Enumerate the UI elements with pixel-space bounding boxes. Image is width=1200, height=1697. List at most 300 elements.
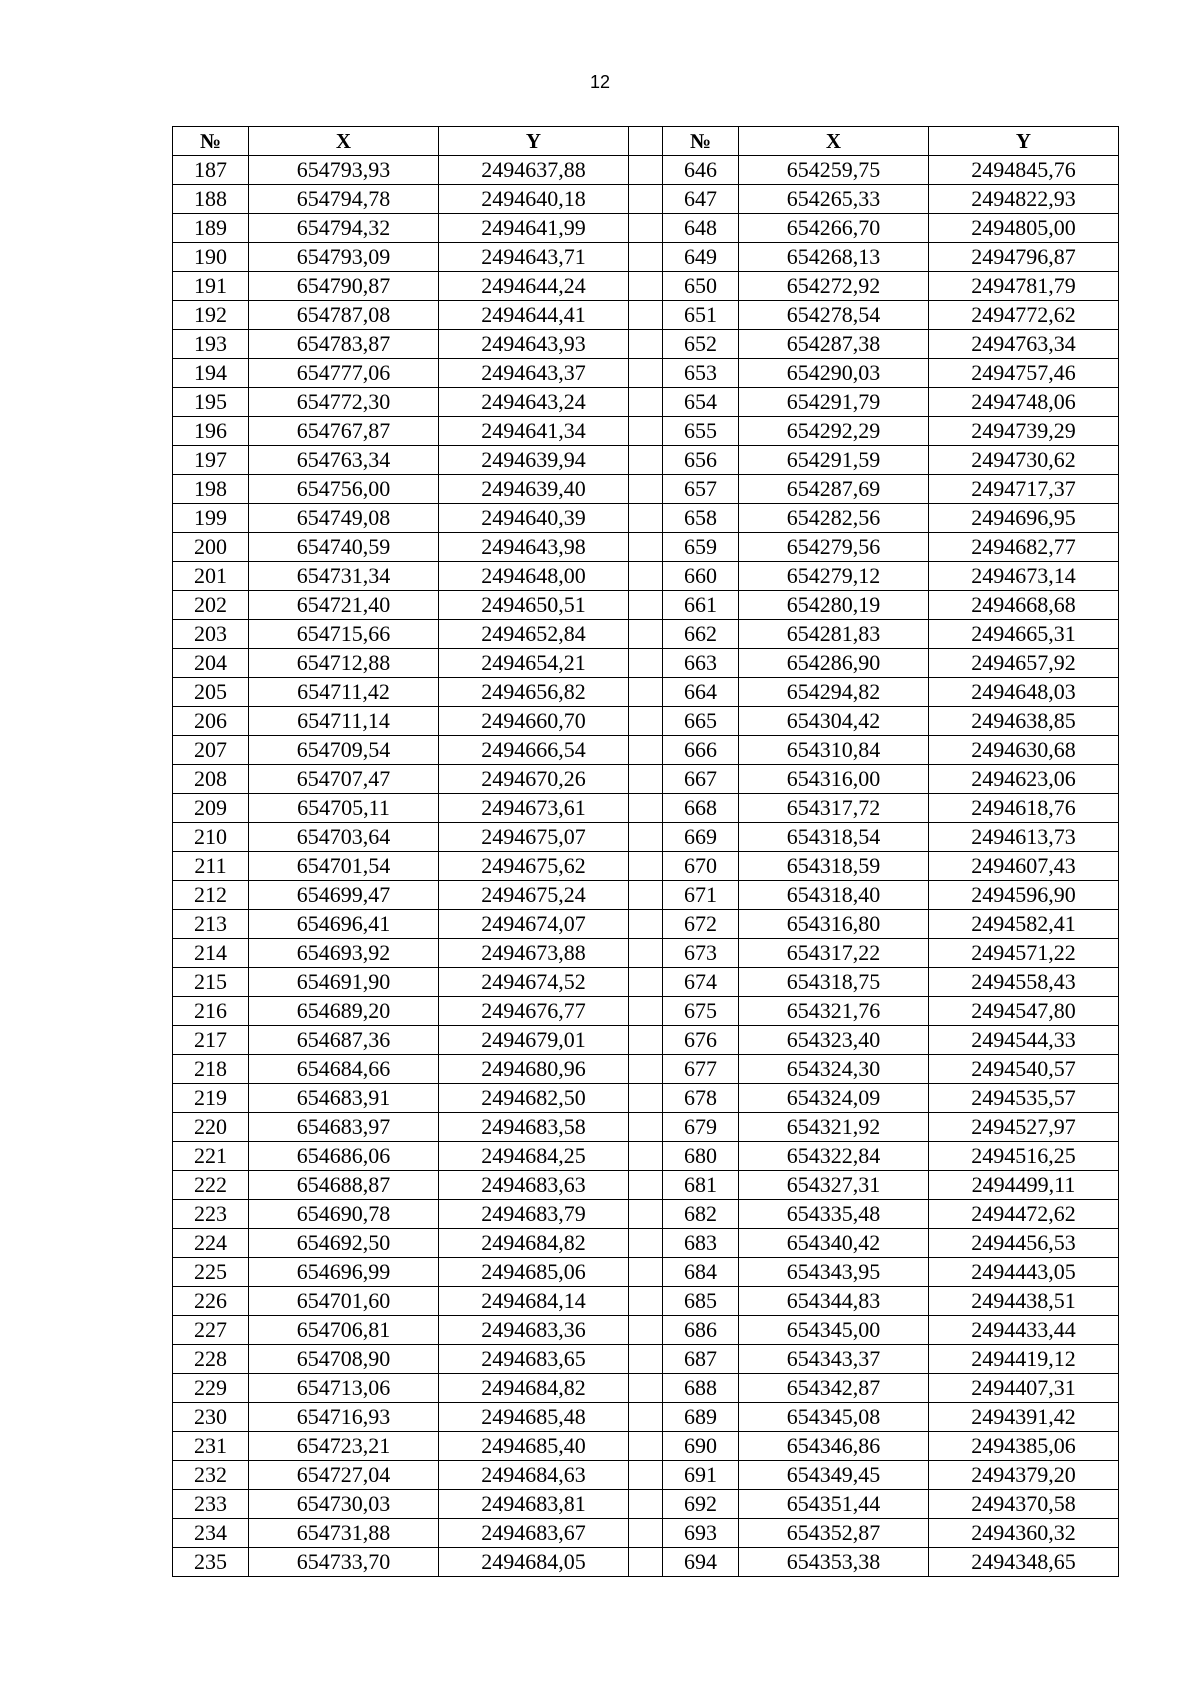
x-right-cell: 654343,37 [739, 1345, 929, 1374]
y-left-cell: 2494666,54 [439, 736, 629, 765]
point-number-right-cell: 668 [663, 794, 739, 823]
table-row [173, 881, 1119, 910]
table-row [173, 1374, 1119, 1403]
x-right-cell: 654291,79 [739, 388, 929, 417]
table-row [173, 707, 1119, 736]
x-right-cell: 654324,30 [739, 1055, 929, 1084]
x-left-cell: 654783,87 [249, 330, 439, 359]
point-number-right-cell: 673 [663, 939, 739, 968]
point-number-right-cell: 659 [663, 533, 739, 562]
column-gap [629, 1200, 663, 1229]
y-left-cell: 2494674,07 [439, 910, 629, 939]
x-right-cell: 654290,03 [739, 359, 929, 388]
point-number-left-cell: 190 [173, 243, 249, 272]
column-gap [629, 1490, 663, 1519]
y-left-cell: 2494683,79 [439, 1200, 629, 1229]
y-left-cell: 2494685,06 [439, 1258, 629, 1287]
y-right-cell: 2494739,29 [929, 417, 1119, 446]
table-row [173, 446, 1119, 475]
column-gap [629, 1519, 663, 1548]
column-gap [629, 243, 663, 272]
point-number-right-cell: 652 [663, 330, 739, 359]
x-right-cell: 654323,40 [739, 1026, 929, 1055]
point-number-left-cell: 232 [173, 1461, 249, 1490]
y-right-cell: 2494796,87 [929, 243, 1119, 272]
column-gap [629, 446, 663, 475]
y-right-cell: 2494516,25 [929, 1142, 1119, 1171]
x-right-cell: 654321,92 [739, 1113, 929, 1142]
y-left-cell: 2494660,70 [439, 707, 629, 736]
y-left-cell: 2494637,88 [439, 156, 629, 185]
y-left-cell: 2494648,00 [439, 562, 629, 591]
point-number-left-cell: 211 [173, 852, 249, 881]
point-number-right-cell: 653 [663, 359, 739, 388]
point-number-right-cell: 694 [663, 1548, 739, 1577]
point-number-left-cell: 226 [173, 1287, 249, 1316]
x-right-cell: 654304,42 [739, 707, 929, 736]
y-right-cell: 2494499,11 [929, 1171, 1119, 1200]
x-left-cell: 654794,32 [249, 214, 439, 243]
y-right-cell: 2494540,57 [929, 1055, 1119, 1084]
x-right-cell: 654318,75 [739, 968, 929, 997]
table-row [173, 1171, 1119, 1200]
table-row [173, 359, 1119, 388]
y-left-cell: 2494684,82 [439, 1229, 629, 1258]
x-right-cell: 654294,82 [739, 678, 929, 707]
column-gap [629, 794, 663, 823]
column-gap [629, 1403, 663, 1432]
y-left-cell: 2494683,67 [439, 1519, 629, 1548]
point-number-left-cell: 230 [173, 1403, 249, 1432]
point-number-left-cell: 219 [173, 1084, 249, 1113]
x-left-cell: 654712,88 [249, 649, 439, 678]
x-right-cell: 654343,95 [739, 1258, 929, 1287]
point-number-left-cell: 225 [173, 1258, 249, 1287]
table-row [173, 185, 1119, 214]
column-gap [629, 997, 663, 1026]
y-right-cell: 2494772,62 [929, 301, 1119, 330]
column-gap [629, 939, 663, 968]
point-number-right-cell: 660 [663, 562, 739, 591]
point-number-left-cell: 196 [173, 417, 249, 446]
point-number-left-cell: 193 [173, 330, 249, 359]
point-number-left-cell: 217 [173, 1026, 249, 1055]
x-right-cell: 654279,12 [739, 562, 929, 591]
column-gap [629, 881, 663, 910]
x-left-cell: 654772,30 [249, 388, 439, 417]
y-right-cell: 2494419,12 [929, 1345, 1119, 1374]
x-right-cell: 654281,83 [739, 620, 929, 649]
x-right-cell: 654259,75 [739, 156, 929, 185]
x-left-cell: 654787,08 [249, 301, 439, 330]
column-gap [629, 1548, 663, 1577]
point-number-left-cell: 228 [173, 1345, 249, 1374]
y-right-cell: 2494618,76 [929, 794, 1119, 823]
y-left-cell: 2494680,96 [439, 1055, 629, 1084]
x-right-cell: 654324,09 [739, 1084, 929, 1113]
y-left-cell: 2494643,98 [439, 533, 629, 562]
header-x-right: X [739, 127, 929, 156]
column-gap [629, 1316, 663, 1345]
x-right-cell: 654316,00 [739, 765, 929, 794]
y-right-cell: 2494370,58 [929, 1490, 1119, 1519]
x-right-cell: 654340,42 [739, 1229, 929, 1258]
x-left-cell: 654705,11 [249, 794, 439, 823]
x-left-cell: 654692,50 [249, 1229, 439, 1258]
point-number-right-cell: 691 [663, 1461, 739, 1490]
x-right-cell: 654345,00 [739, 1316, 929, 1345]
point-number-right-cell: 685 [663, 1287, 739, 1316]
y-right-cell: 2494805,00 [929, 214, 1119, 243]
point-number-right-cell: 689 [663, 1403, 739, 1432]
point-number-left-cell: 192 [173, 301, 249, 330]
point-number-right-cell: 682 [663, 1200, 739, 1229]
column-gap [629, 1345, 663, 1374]
table-row [173, 562, 1119, 591]
x-left-cell: 654733,70 [249, 1548, 439, 1577]
table-row [173, 475, 1119, 504]
x-left-cell: 654708,90 [249, 1345, 439, 1374]
table-row [173, 156, 1119, 185]
point-number-left-cell: 203 [173, 620, 249, 649]
column-gap [629, 1229, 663, 1258]
table-row [173, 301, 1119, 330]
x-left-cell: 654706,81 [249, 1316, 439, 1345]
y-left-cell: 2494684,63 [439, 1461, 629, 1490]
point-number-right-cell: 657 [663, 475, 739, 504]
point-number-right-cell: 678 [663, 1084, 739, 1113]
column-gap [629, 823, 663, 852]
point-number-right-cell: 654 [663, 388, 739, 417]
x-left-cell: 654756,00 [249, 475, 439, 504]
x-right-cell: 654316,80 [739, 910, 929, 939]
point-number-right-cell: 681 [663, 1171, 739, 1200]
point-number-left-cell: 199 [173, 504, 249, 533]
y-right-cell: 2494385,06 [929, 1432, 1119, 1461]
column-gap [629, 185, 663, 214]
table-row [173, 852, 1119, 881]
point-number-right-cell: 671 [663, 881, 739, 910]
y-left-cell: 2494683,36 [439, 1316, 629, 1345]
y-left-cell: 2494683,63 [439, 1171, 629, 1200]
column-gap [629, 591, 663, 620]
point-number-left-cell: 227 [173, 1316, 249, 1345]
x-left-cell: 654711,42 [249, 678, 439, 707]
point-number-left-cell: 221 [173, 1142, 249, 1171]
y-right-cell: 2494472,62 [929, 1200, 1119, 1229]
x-left-cell: 654731,34 [249, 562, 439, 591]
y-left-cell: 2494679,01 [439, 1026, 629, 1055]
table-row [173, 1316, 1119, 1345]
column-gap [629, 620, 663, 649]
point-number-left-cell: 213 [173, 910, 249, 939]
x-left-cell: 654793,09 [249, 243, 439, 272]
y-left-cell: 2494674,52 [439, 968, 629, 997]
point-number-left-cell: 210 [173, 823, 249, 852]
x-right-cell: 654292,29 [739, 417, 929, 446]
y-left-cell: 2494643,37 [439, 359, 629, 388]
x-right-cell: 654353,38 [739, 1548, 929, 1577]
column-gap [629, 156, 663, 185]
x-left-cell: 654703,64 [249, 823, 439, 852]
column-gap [629, 1026, 663, 1055]
table-row [173, 1113, 1119, 1142]
point-number-right-cell: 646 [663, 156, 739, 185]
point-number-left-cell: 212 [173, 881, 249, 910]
column-gap [629, 330, 663, 359]
y-right-cell: 2494607,43 [929, 852, 1119, 881]
column-gap [629, 736, 663, 765]
y-left-cell: 2494640,39 [439, 504, 629, 533]
y-left-cell: 2494639,94 [439, 446, 629, 475]
y-right-cell: 2494527,97 [929, 1113, 1119, 1142]
table-row [173, 1055, 1119, 1084]
y-right-cell: 2494535,57 [929, 1084, 1119, 1113]
table-row [173, 417, 1119, 446]
y-right-cell: 2494438,51 [929, 1287, 1119, 1316]
x-left-cell: 654683,91 [249, 1084, 439, 1113]
column-gap [629, 678, 663, 707]
point-number-right-cell: 666 [663, 736, 739, 765]
x-right-cell: 654345,08 [739, 1403, 929, 1432]
x-left-cell: 654693,92 [249, 939, 439, 968]
y-left-cell: 2494673,61 [439, 794, 629, 823]
point-number-right-cell: 670 [663, 852, 739, 881]
y-right-cell: 2494391,42 [929, 1403, 1119, 1432]
x-left-cell: 654701,54 [249, 852, 439, 881]
y-left-cell: 2494684,14 [439, 1287, 629, 1316]
x-right-cell: 654342,87 [739, 1374, 929, 1403]
point-number-right-cell: 669 [663, 823, 739, 852]
point-number-left-cell: 207 [173, 736, 249, 765]
y-left-cell: 2494683,81 [439, 1490, 629, 1519]
y-right-cell: 2494379,20 [929, 1461, 1119, 1490]
point-number-right-cell: 647 [663, 185, 739, 214]
point-number-left-cell: 218 [173, 1055, 249, 1084]
table-row [173, 765, 1119, 794]
point-number-right-cell: 661 [663, 591, 739, 620]
point-number-left-cell: 220 [173, 1113, 249, 1142]
point-number-right-cell: 676 [663, 1026, 739, 1055]
y-right-cell: 2494623,06 [929, 765, 1119, 794]
point-number-left-cell: 204 [173, 649, 249, 678]
y-left-cell: 2494640,18 [439, 185, 629, 214]
x-left-cell: 654731,88 [249, 1519, 439, 1548]
point-number-left-cell: 194 [173, 359, 249, 388]
point-number-right-cell: 667 [663, 765, 739, 794]
x-right-cell: 654278,54 [739, 301, 929, 330]
column-gap [629, 1461, 663, 1490]
column-gap [629, 562, 663, 591]
point-number-left-cell: 231 [173, 1432, 249, 1461]
y-right-cell: 2494558,43 [929, 968, 1119, 997]
y-right-cell: 2494665,31 [929, 620, 1119, 649]
table-row [173, 591, 1119, 620]
x-left-cell: 654790,87 [249, 272, 439, 301]
x-right-cell: 654322,84 [739, 1142, 929, 1171]
point-number-right-cell: 692 [663, 1490, 739, 1519]
table-row [173, 1519, 1119, 1548]
point-number-right-cell: 690 [663, 1432, 739, 1461]
point-number-right-cell: 686 [663, 1316, 739, 1345]
point-number-right-cell: 650 [663, 272, 739, 301]
x-left-cell: 654723,21 [249, 1432, 439, 1461]
y-left-cell: 2494643,93 [439, 330, 629, 359]
point-number-left-cell: 234 [173, 1519, 249, 1548]
y-right-cell: 2494822,93 [929, 185, 1119, 214]
column-gap [629, 968, 663, 997]
table-row [173, 1461, 1119, 1490]
column-gap [629, 504, 663, 533]
table-row [173, 330, 1119, 359]
column-gap [629, 359, 663, 388]
y-right-cell: 2494433,44 [929, 1316, 1119, 1345]
y-left-cell: 2494684,05 [439, 1548, 629, 1577]
x-right-cell: 654317,72 [739, 794, 929, 823]
y-right-cell: 2494696,95 [929, 504, 1119, 533]
x-left-cell: 654711,14 [249, 707, 439, 736]
x-right-cell: 654349,45 [739, 1461, 929, 1490]
point-number-left-cell: 187 [173, 156, 249, 185]
x-right-cell: 654318,54 [739, 823, 929, 852]
table-row [173, 1084, 1119, 1113]
point-number-left-cell: 223 [173, 1200, 249, 1229]
page-number: 12 [589, 72, 611, 92]
x-right-cell: 654287,38 [739, 330, 929, 359]
y-left-cell: 2494670,26 [439, 765, 629, 794]
y-left-cell: 2494675,24 [439, 881, 629, 910]
column-gap [629, 533, 663, 562]
x-left-cell: 654707,47 [249, 765, 439, 794]
table-header-row [173, 127, 1119, 156]
y-left-cell: 2494643,71 [439, 243, 629, 272]
x-left-cell: 654701,60 [249, 1287, 439, 1316]
y-left-cell: 2494682,50 [439, 1084, 629, 1113]
point-number-right-cell: 687 [663, 1345, 739, 1374]
column-gap [629, 649, 663, 678]
point-number-right-cell: 680 [663, 1142, 739, 1171]
x-left-cell: 654794,78 [249, 185, 439, 214]
table-body [173, 156, 1119, 1577]
point-number-left-cell: 206 [173, 707, 249, 736]
column-gap [629, 1142, 663, 1171]
y-right-cell: 2494630,68 [929, 736, 1119, 765]
column-gap [629, 910, 663, 939]
point-number-right-cell: 675 [663, 997, 739, 1026]
table-row [173, 1258, 1119, 1287]
column-gap [629, 852, 663, 881]
table-row [173, 823, 1119, 852]
table-row [173, 649, 1119, 678]
y-left-cell: 2494643,24 [439, 388, 629, 417]
column-gap [629, 1287, 663, 1316]
y-left-cell: 2494656,82 [439, 678, 629, 707]
y-left-cell: 2494675,62 [439, 852, 629, 881]
column-gap [629, 272, 663, 301]
table-row [173, 620, 1119, 649]
y-left-cell: 2494685,48 [439, 1403, 629, 1432]
point-number-left-cell: 198 [173, 475, 249, 504]
table-row [173, 1490, 1119, 1519]
column-gap [629, 1432, 663, 1461]
y-left-cell: 2494675,07 [439, 823, 629, 852]
column-gap [629, 301, 663, 330]
x-left-cell: 654688,87 [249, 1171, 439, 1200]
x-right-cell: 654318,59 [739, 852, 929, 881]
table-row [173, 939, 1119, 968]
y-left-cell: 2494644,24 [439, 272, 629, 301]
point-number-left-cell: 189 [173, 214, 249, 243]
column-gap [629, 1084, 663, 1113]
point-number-left-cell: 195 [173, 388, 249, 417]
point-number-right-cell: 664 [663, 678, 739, 707]
y-left-cell: 2494654,21 [439, 649, 629, 678]
y-left-cell: 2494641,34 [439, 417, 629, 446]
x-left-cell: 654721,40 [249, 591, 439, 620]
table-row [173, 243, 1119, 272]
table-row [173, 997, 1119, 1026]
y-left-cell: 2494676,77 [439, 997, 629, 1026]
x-left-cell: 654696,99 [249, 1258, 439, 1287]
point-number-right-cell: 679 [663, 1113, 739, 1142]
x-left-cell: 654687,36 [249, 1026, 439, 1055]
point-number-right-cell: 683 [663, 1229, 739, 1258]
y-left-cell: 2494641,99 [439, 214, 629, 243]
x-left-cell: 654691,90 [249, 968, 439, 997]
x-right-cell: 654287,69 [739, 475, 929, 504]
y-left-cell: 2494650,51 [439, 591, 629, 620]
point-number-left-cell: 191 [173, 272, 249, 301]
table-row [173, 1548, 1119, 1577]
header-number-left: № [173, 127, 249, 156]
x-right-cell: 654272,92 [739, 272, 929, 301]
y-right-cell: 2494657,92 [929, 649, 1119, 678]
x-left-cell: 654715,66 [249, 620, 439, 649]
column-gap [629, 1113, 663, 1142]
x-right-cell: 654291,59 [739, 446, 929, 475]
x-left-cell: 654696,41 [249, 910, 439, 939]
x-right-cell: 654346,86 [739, 1432, 929, 1461]
table-row [173, 794, 1119, 823]
point-number-left-cell: 235 [173, 1548, 249, 1577]
y-right-cell: 2494613,73 [929, 823, 1119, 852]
x-left-cell: 654689,20 [249, 997, 439, 1026]
x-right-cell: 654318,40 [739, 881, 929, 910]
column-gap [629, 1374, 663, 1403]
y-right-cell: 2494360,32 [929, 1519, 1119, 1548]
y-right-cell: 2494571,22 [929, 939, 1119, 968]
x-right-cell: 654317,22 [739, 939, 929, 968]
point-number-right-cell: 672 [663, 910, 739, 939]
column-gap [629, 417, 663, 446]
y-right-cell: 2494348,65 [929, 1548, 1119, 1577]
point-number-left-cell: 216 [173, 997, 249, 1026]
x-right-cell: 654351,44 [739, 1490, 929, 1519]
x-left-cell: 654690,78 [249, 1200, 439, 1229]
y-right-cell: 2494668,68 [929, 591, 1119, 620]
x-left-cell: 654709,54 [249, 736, 439, 765]
y-left-cell: 2494684,82 [439, 1374, 629, 1403]
point-number-right-cell: 649 [663, 243, 739, 272]
point-number-right-cell: 656 [663, 446, 739, 475]
y-left-cell: 2494673,88 [439, 939, 629, 968]
point-number-left-cell: 197 [173, 446, 249, 475]
x-left-cell: 654749,08 [249, 504, 439, 533]
y-left-cell: 2494644,41 [439, 301, 629, 330]
column-gap [629, 475, 663, 504]
point-number-left-cell: 222 [173, 1171, 249, 1200]
y-right-cell: 2494638,85 [929, 707, 1119, 736]
